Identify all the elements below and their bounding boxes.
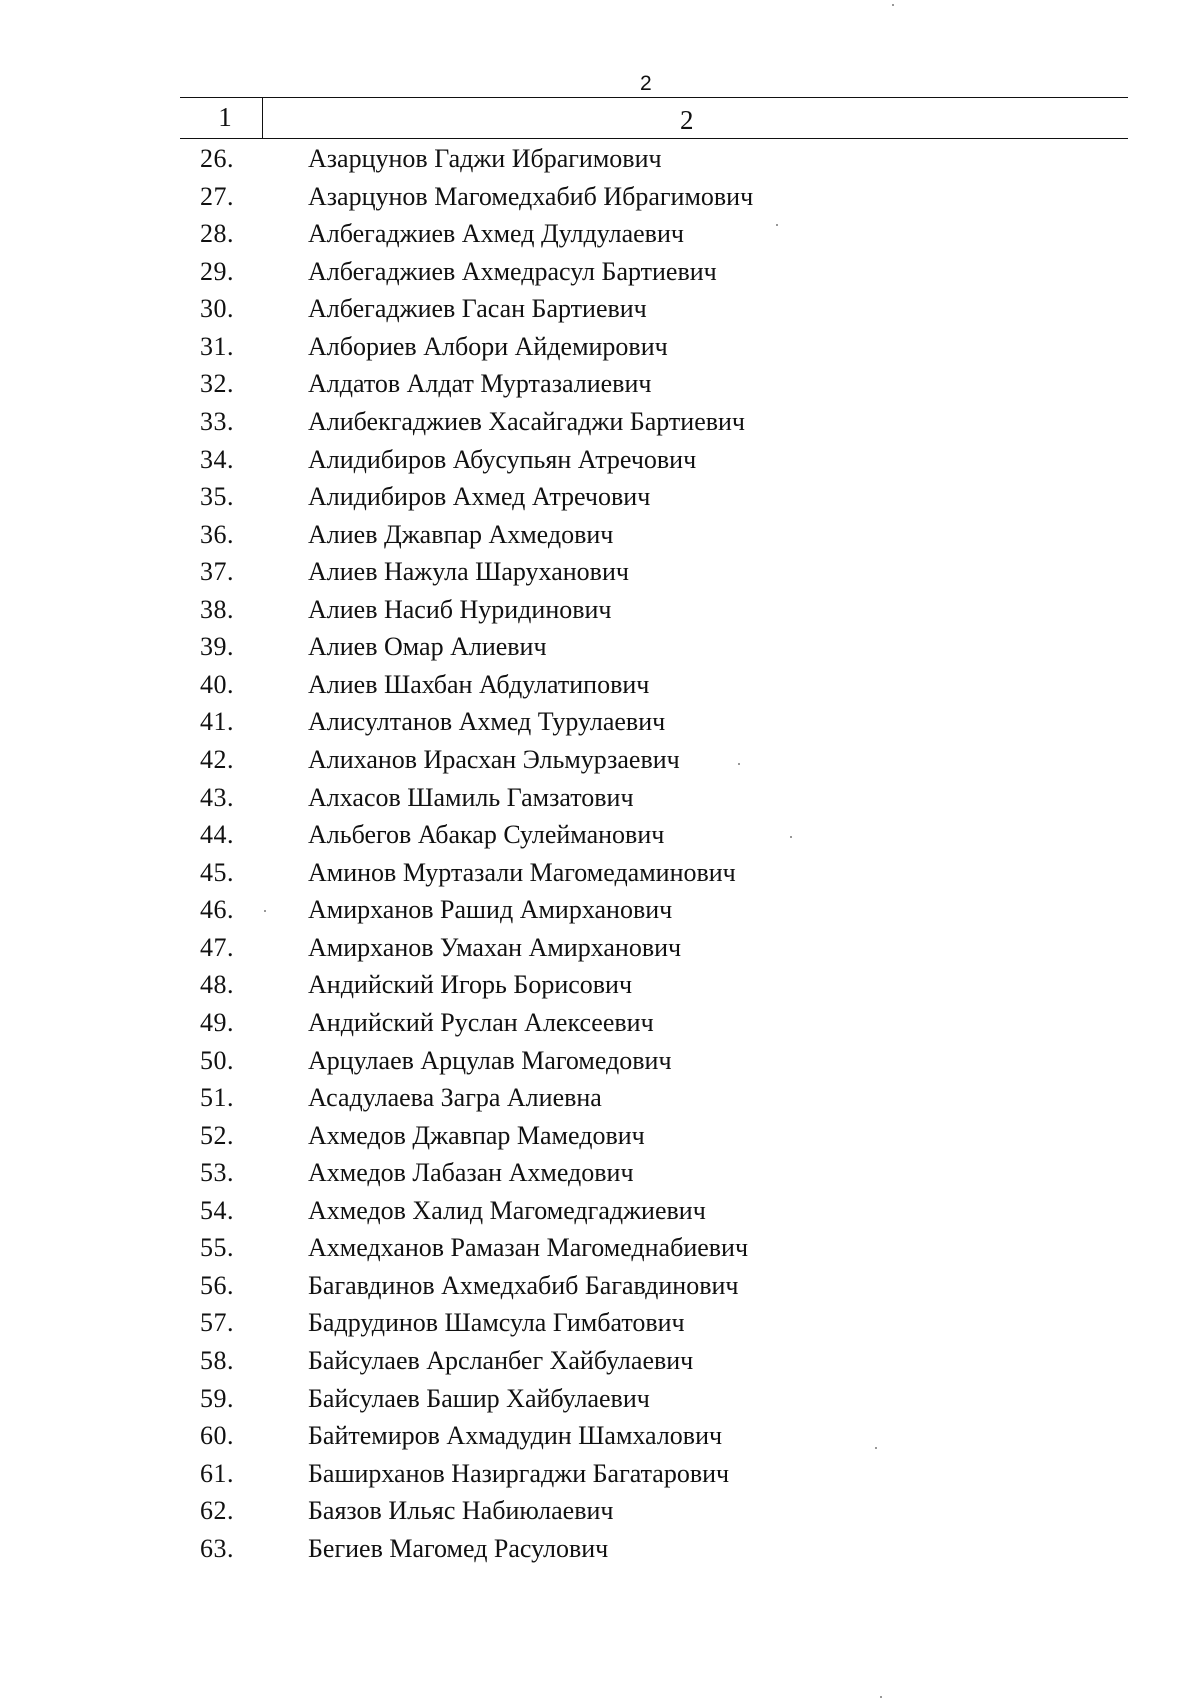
table-header-bottom-rule [180,138,1128,139]
table-header-col1: 1 [218,102,232,132]
list-item-number: 51. [200,1083,234,1113]
list-item-number: 46. [200,895,234,925]
name-list [0,140,1200,1567]
list-item [0,1192,1200,1230]
list-item-number: 59. [200,1383,234,1413]
list-item [0,140,1200,178]
list-item-number: 42. [200,745,234,774]
list-item [0,403,1200,441]
list-item [0,1229,1200,1267]
list-item-number: 33. [200,406,234,436]
list-item [0,478,1200,516]
list-item-name: Баширханов Назиргаджи Багатарович [308,1458,730,1488]
list-item [0,816,1200,854]
list-item [0,290,1200,328]
list-item-number: 41. [200,707,234,737]
list-item [0,1417,1200,1455]
list-item-number: 37. [200,557,234,587]
list-item-name: Байсулаев Арсланбег Хайбулаевич [308,1346,694,1375]
list-item [0,1492,1200,1530]
list-item-name: Алиев Джавпар Ахмедович [308,519,614,549]
scan-speck [264,910,266,912]
list-item-number: 43. [200,782,234,812]
list-item-number: 44. [200,820,234,850]
list-item-number: 40. [200,669,234,699]
list-item-number: 47. [200,932,234,962]
list-item-number: 39. [200,632,234,662]
list-item [0,178,1200,216]
list-item-name: Байтемиров Ахмадудин Шамхалович [308,1421,723,1451]
list-item-name: Алиев Омар Алиевич [308,632,547,662]
list-item-name: Азарцунов Гаджи Ибрагимович [308,144,662,173]
list-item-number: 27. [200,181,234,211]
list-item-name: Азарцунов Магомедхабиб Ибрагимович [308,181,754,211]
list-item [0,328,1200,366]
list-item [0,253,1200,291]
list-item-number: 31. [200,331,234,361]
list-item-name: Албегаджиев Ахмедрасул Бартиевич [308,256,717,286]
list-item-name: Бадрудинов Шамсула Гимбатович [308,1308,685,1338]
list-item-number: 29. [200,256,234,286]
list-item-name: Багавдинов Ахмедхабиб Багавдинович [308,1270,739,1300]
list-item-name: Амирханов Рашид Амирханович [308,895,673,925]
list-item-name: Алисултанов Ахмед Турулаевич [308,707,666,737]
list-item-name: Байсулаев Башир Хайбулаевич [308,1383,650,1413]
list-item-number: 53. [200,1158,234,1188]
list-item-name: Алдатов Алдат Муртазалиевич [308,369,652,399]
table-header-col2: 2 [680,105,694,135]
list-item-number: 35. [200,482,234,512]
page-number: 2 [640,72,652,95]
list-item [0,1342,1200,1380]
list-item-name: Бегиев Магомед Расулович [308,1533,609,1563]
list-item [0,628,1200,666]
list-item-name: Алиханов Ирасхан Эльмурзаевич [308,745,680,774]
list-item [0,215,1200,253]
list-item [0,966,1200,1004]
list-item-name: Алидибиров Абусупьян Атречович [308,444,697,474]
list-item-name: Андийский Руслан Алексеевич [308,1007,654,1037]
list-item-name: Албегаджиев Ахмед Дулдулаевич [308,219,684,249]
list-item [0,591,1200,629]
list-item [0,1380,1200,1418]
list-item-number: 63. [200,1533,234,1563]
scan-speck [790,836,792,838]
list-item-number: 36. [200,519,234,549]
list-item-number: 57. [200,1308,234,1338]
list-item-number: 45. [200,857,234,887]
list-item [0,516,1200,554]
list-item-name: Алибекгаджиев Хасайгаджи Бартиевич [308,406,745,436]
scan-speck [738,763,740,765]
list-item [0,929,1200,967]
list-item [0,441,1200,479]
list-item-number: 30. [200,294,234,324]
list-item-name: Алиев Насиб Нуридинович [308,594,612,624]
list-item [0,365,1200,403]
list-item-name: Албориев Албори Айдемирович [308,331,668,361]
table-top-rule [180,97,1128,98]
list-item-number: 62. [200,1496,234,1526]
list-item-name: Алиев Шахбан Абдулатипович [308,669,650,699]
list-item [0,1530,1200,1568]
list-item [0,1455,1200,1493]
list-item-number: 48. [200,970,234,1000]
scan-speck [776,224,778,226]
list-item-number: 60. [200,1421,234,1451]
list-item [0,741,1200,779]
list-item-name: Албегаджиев Гасан Бартиевич [308,294,647,324]
list-item-name: Андийский Игорь Борисович [308,970,633,1000]
list-item-number: 34. [200,444,234,474]
list-item-number: 56. [200,1270,234,1300]
list-item-name: Алидибиров Ахмед Атречович [308,482,651,512]
list-item-name: Ахмедов Халид Магомедгаджиевич [308,1195,706,1225]
list-item-number: 54. [200,1195,234,1225]
list-item-number: 52. [200,1120,234,1150]
list-item [0,779,1200,817]
list-item-name: Арцулаев Арцулав Магомедович [308,1045,672,1075]
list-item [0,854,1200,892]
list-item-name: Алиев Нажула Шаруханович [308,557,629,587]
list-item-number: 28. [200,219,234,249]
list-item-name: Асадулаева Загра Алиевна [308,1083,602,1113]
list-item [0,1117,1200,1155]
list-item [0,891,1200,929]
list-item-name: Баязов Ильяс Набиюлаевич [308,1496,614,1526]
list-item-number: 38. [200,594,234,624]
list-item-number: 58. [200,1346,234,1375]
list-item-name: Аминов Муртазали Магомедаминович [308,857,736,887]
list-item [0,1079,1200,1117]
scan-speck [892,4,894,6]
list-item [0,553,1200,591]
list-item [0,1042,1200,1080]
list-item-number: 26. [200,144,234,173]
scan-speck [880,1696,882,1698]
scan-speck [875,1447,877,1449]
list-item-name: Алхасов Шамиль Гамзатович [308,782,634,812]
list-item [0,1267,1200,1305]
list-item [0,1004,1200,1042]
list-item-name: Альбегов Абакар Сулейманович [308,820,665,850]
list-item-name: Амирханов Умахан Амирханович [308,932,682,962]
table-column-divider [262,97,263,138]
list-item [0,666,1200,704]
list-item-name: Ахмедханов Рамазан Магомеднабиевич [308,1233,749,1263]
list-item-number: 61. [200,1458,234,1488]
list-item-number: 32. [200,369,234,399]
list-item-number: 49. [200,1007,234,1037]
list-item [0,703,1200,741]
list-item-name: Ахмедов Джавпар Мамедович [308,1120,645,1150]
list-item-number: 50. [200,1045,234,1075]
list-item-number: 55. [200,1233,234,1263]
list-item-name: Ахмедов Лабазан Ахмедович [308,1158,634,1188]
list-item [0,1304,1200,1342]
list-item [0,1154,1200,1192]
